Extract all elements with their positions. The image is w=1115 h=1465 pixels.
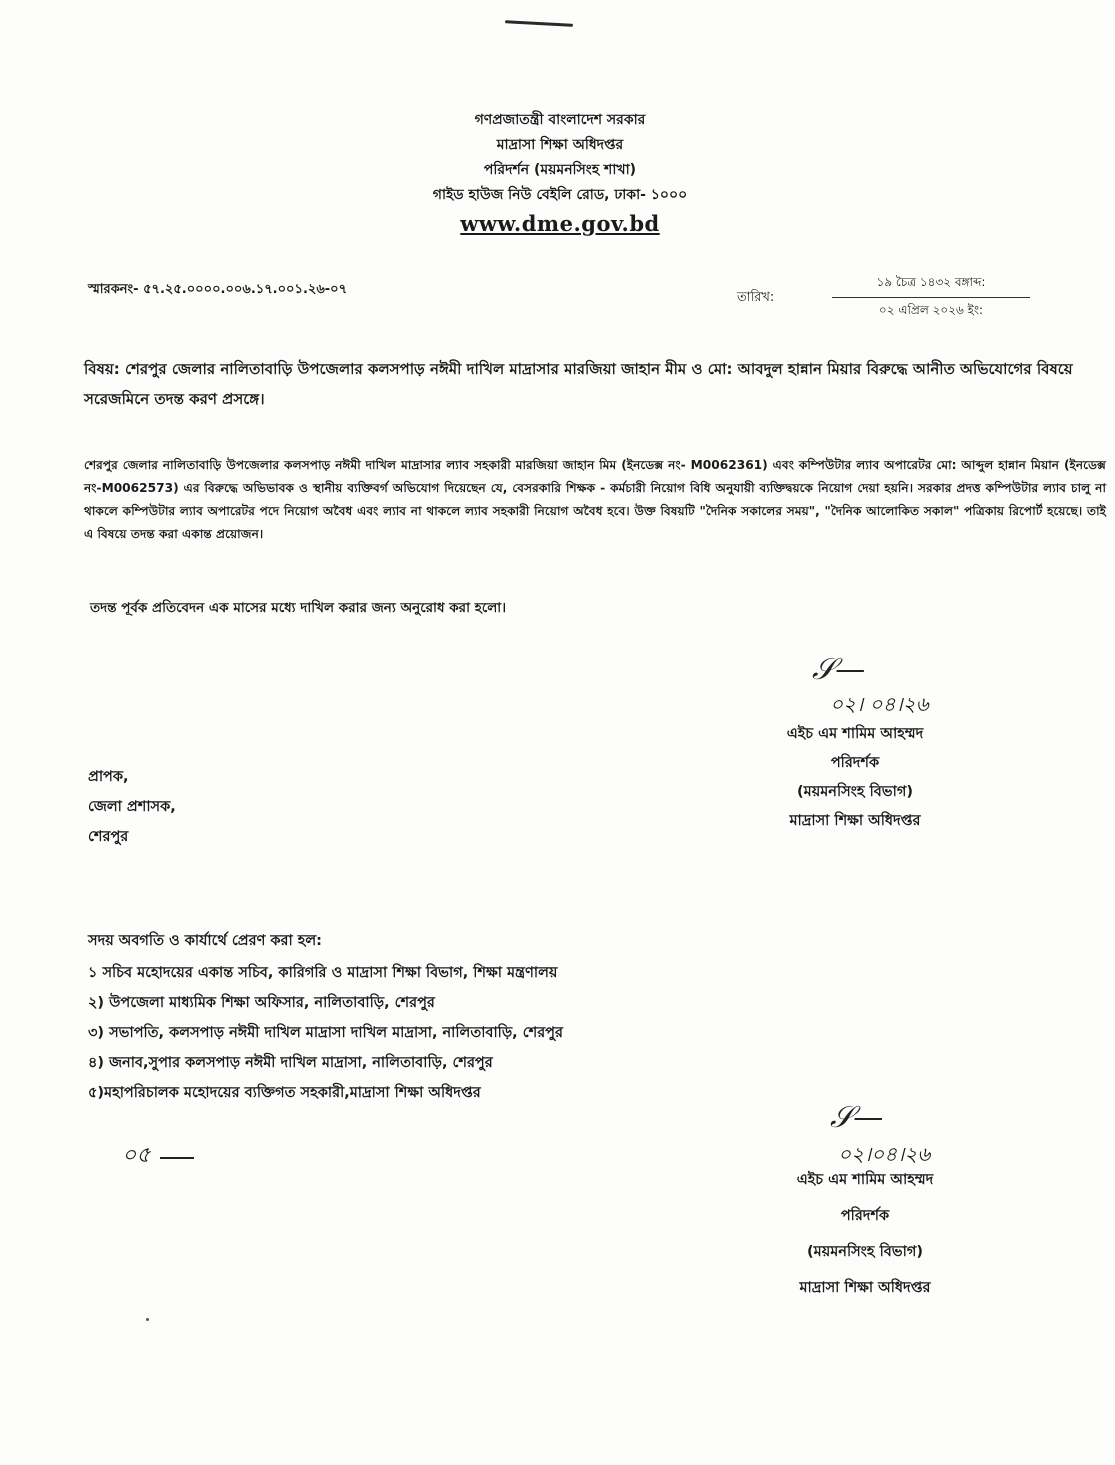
date-block	[832, 274, 1030, 322]
memo-number: স্মারকনং- ৫৭.২৫.০০০০.০০৬.১৭.০০১.২৬-০৭	[88, 282, 348, 297]
copy-to-item: ১ সচিব মহোদয়ের একান্ত সচিব, কারিগরি ও মাদ্রাসা শিক্ষা বিভাগ, শিক্ষা মন্ত্রণালয়	[88, 965, 558, 981]
request-line: তদন্ত পূর্বক প্রতিবেদন এক মাসের মধ্যে দাখিল করার জন্য অনুরোধ করা হলো।	[90, 600, 507, 616]
signer-office: মাদ্রাসা শিক্ষা অধিদপ্তর	[789, 813, 921, 829]
signature-2-scribble: 𝒮—	[830, 1100, 884, 1135]
date-gregorian: ০২ এপ্রিল ২০২৬ ইং:	[878, 303, 984, 317]
signature-1-block	[740, 720, 970, 836]
signature-1-date: ০২। ০৪।২৬	[830, 692, 929, 716]
pen-mark	[505, 20, 573, 27]
letterhead-government: গণপ্রজাতন্ত্রী বাংলাদেশ সরকার	[474, 112, 646, 128]
date-label: তারিখ:	[737, 290, 775, 305]
recipient-block	[88, 762, 176, 852]
signature-1-scribble: 𝒮—	[812, 652, 866, 687]
recipient-title: জেলা প্রশাসক,	[88, 799, 176, 815]
initials-stroke	[160, 1157, 194, 1159]
copy-to-title: সদয় অবগতি ও কার্যার্থে প্রেরণ করা হল:	[88, 933, 322, 949]
letterhead-branch: পরিদর্শন (ময়মনসিংহ শাখা)	[483, 162, 637, 178]
signer-division: (ময়মনসিংহ বিভাগ)	[807, 1244, 923, 1260]
copy-to-item: ৩) সভাপতি, কলসপাড় নঈমী দাখিল মাদ্রাসা দাখিল মাদ্রাসা, নালিতাবাড়ি, শেরপুর	[88, 1025, 563, 1041]
handwritten-initials: ০৫	[122, 1143, 151, 1168]
letterhead-department: মাদ্রাসা শিক্ষা অধিদপ্তর	[496, 137, 624, 153]
signer-division: (ময়মনসিংহ বিভাগ)	[797, 784, 913, 800]
copy-to-list	[88, 958, 563, 1108]
subject-line: বিষয়: শেরপুর জেলার নালিতাবাড়ি উপজেলার কলসপাড় নঈমী দাখিল মাদ্রাসার মারজিয়া জাহান মীম ও মো: আবদুল হান্নান মিয়ার বিরুদ্ধে আনীত অভিযোগের বিষয়ে সরেজমিনে তদন্ত করণ প্রসঙ্গে।	[84, 360, 1073, 408]
scan-speck	[146, 1318, 149, 1321]
signer-office: মাদ্রাসা শিক্ষা অধিদপ্তর	[799, 1280, 931, 1296]
recipient-label: প্রাপক,	[88, 769, 129, 785]
signer-name: এইচ এম শামিম আহম্মদ	[786, 726, 924, 742]
signature-2-date: ০২।০৪।২৬	[838, 1142, 931, 1166]
body-paragraph: শেরপুর জেলার নালিতাবাড়ি উপজেলার কলসপাড় নঈমী দাখিল মাদ্রাসার ল্যাব সহকারী মারজিয়া জাহান মিম (ইনডেক্স নং- M0062361) এবং কম্পিউটার ল্যাব অপারেটর মো: আব্দুল হান্নান মিয়ান (ইনডেক্স নং-M0062573) এর বিরুদ্ধে অভিভাবক ও স্থানীয় ব্যক্তিবর্গ অভিযোগ দিয়েছেন যে, বেসরকারি শিক্ষক - কর্মচারী নিয়োগ বিধি অনুযায়ী ব্যক্তিদ্বয়কে নিয়োগ দেয়া হয়নি। সরকার প্রদত্ত কম্পিউটার ল্যাব চালু না থাকলে কম্পিউটার ল্যাব অপারেটর পদে নিয়োগ অবৈধ এবং ল্যাব না থাকলে ল্যাব সহকারী নিয়োগ অবৈধ হবে। উক্ত বিষয়টি "দৈনিক সকালের সময়", "দৈনিক আলোকিত সকাল" পত্রিকায় রিপোর্ট হয়েছে। তাই এ বিষয়ে তদন্ত করা একান্ত প্রয়োজন।	[84, 458, 1106, 541]
date-bangla: ১৯ চৈত্র ১৪৩২ বঙ্গাব্দ:	[832, 274, 1030, 298]
letterhead	[330, 108, 790, 240]
copy-to-item: ৫)মহাপরিচালক মহোদয়ের ব্যক্তিগত সহকারী,মাদ্রাসা শিক্ষা অধিদপ্তর	[88, 1085, 481, 1101]
recipient-place: শেরপুর	[88, 829, 129, 845]
signer-name: এইচ এম শামিম আহম্মদ	[796, 1172, 934, 1188]
letterhead-website: www.dme.gov.bd	[460, 211, 660, 236]
signer-designation: পরিদর্শক	[830, 755, 880, 771]
signature-2-block	[750, 1162, 980, 1306]
letterhead-address: গাইড হাউজ নিউ বেইলি রোড, ঢাকা- ১০০০	[432, 187, 688, 203]
copy-to-item: ৪) জনাব,সুপার কলসপাড় নঈমী দাখিল মাদ্রাসা, নালিতাবাড়ি, শেরপুর	[88, 1055, 493, 1071]
signer-designation: পরিদর্শক	[840, 1208, 890, 1224]
copy-to-item: ২) উপজেলা মাধ্যমিক শিক্ষা অফিসার, নালিতাবাড়ি, শেরপুর	[88, 995, 435, 1011]
